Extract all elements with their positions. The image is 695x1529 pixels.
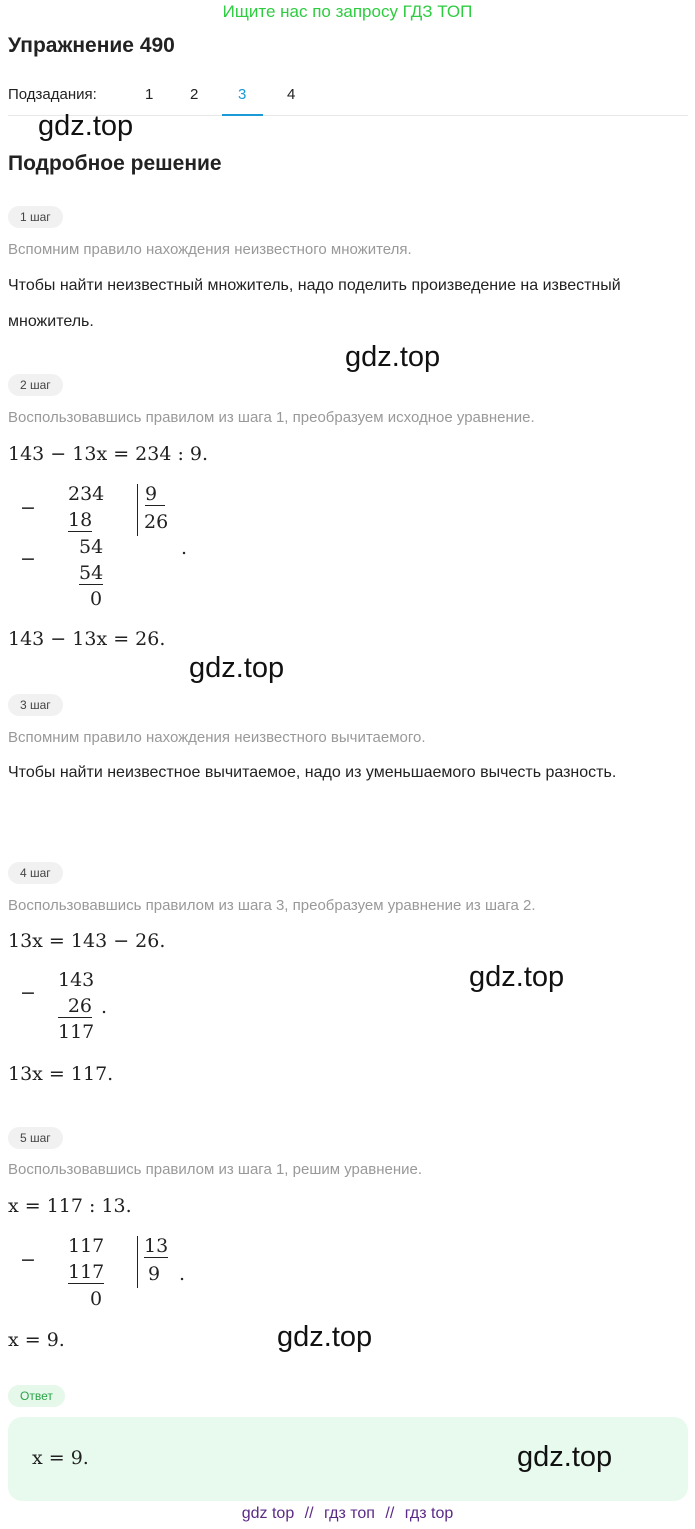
- step-text: Чтобы найти неизвестный множитель, надо поделить произведение на известный множитель.: [8, 277, 621, 330]
- step-hint: Вспомним правило нахождения неизвестного вычитаемого.: [8, 729, 426, 746]
- step-hint: Воспользовавшись правилом из шага 1, преобразуем исходное уравнение.: [8, 409, 535, 426]
- step-badge: 2 шаг: [8, 374, 63, 396]
- equation: x = 9.: [8, 1329, 65, 1351]
- step-badge: 1 шаг: [8, 206, 63, 228]
- subtrahend: 26: [58, 995, 92, 1018]
- tab-3[interactable]: 3: [238, 86, 247, 103]
- minus-sign: −: [20, 982, 36, 1004]
- minuend: 143: [58, 969, 95, 991]
- watermark: gdz.top: [277, 1321, 373, 1353]
- period: .: [101, 996, 108, 1018]
- minus-sign: −: [20, 497, 36, 519]
- difference: 117: [58, 1021, 95, 1043]
- division-bar: [137, 484, 138, 536]
- watermark: gdz.top: [38, 110, 134, 142]
- step-hint: Воспользовавшись правилом из шага 1, решим уравнение.: [8, 1161, 422, 1178]
- equation: 13x = 117.: [8, 1063, 114, 1085]
- equation: 143 − 13x = 26.: [8, 628, 166, 650]
- step-badge: 5 шаг: [8, 1127, 63, 1149]
- section-title: Подробное решение: [8, 152, 222, 175]
- step-text: Чтобы найти неизвестное вычитаемое, надо из уменьшаемого вычесть разность.: [8, 764, 617, 781]
- period: .: [181, 537, 188, 559]
- watermark: gdz.top: [345, 341, 441, 373]
- divisor: 13: [144, 1235, 169, 1257]
- tab-2[interactable]: 2: [190, 86, 199, 103]
- quotient: 9: [148, 1263, 161, 1285]
- tab-4[interactable]: 4: [287, 86, 296, 103]
- subtasks-label: Подзадания:: [8, 86, 97, 103]
- watermark: gdz.top: [469, 961, 565, 993]
- equation: x = 117 : 13.: [8, 1195, 132, 1217]
- minus-sign: −: [20, 548, 36, 570]
- dividend: 234: [68, 483, 105, 505]
- equation: 13x = 143 − 26.: [8, 930, 166, 952]
- column-subtraction: [0, 965, 200, 1045]
- footer-link[interactable]: gdz top: [241, 1505, 295, 1522]
- footer-links: [0, 1505, 695, 1523]
- footer-separator: //: [385, 1505, 395, 1522]
- footer-link[interactable]: гдз топ: [324, 1505, 375, 1522]
- step-hint: Воспользовавшись правилом из шага 3, преобразуем уравнение из шага 2.: [8, 897, 536, 914]
- answer-badge: Ответ: [8, 1385, 65, 1407]
- answer-value: x = 9.: [32, 1447, 89, 1469]
- active-tab-indicator: [222, 114, 263, 116]
- divisor: 9: [145, 483, 165, 506]
- equation: 143 − 13x = 234 : 9.: [8, 443, 209, 465]
- footer-link[interactable]: гдз top: [404, 1505, 454, 1522]
- period: .: [179, 1263, 186, 1285]
- division-bar: [137, 1236, 138, 1288]
- subtrahend: 117: [68, 1261, 105, 1283]
- tab-1[interactable]: 1: [145, 86, 154, 103]
- quotient: 26: [144, 511, 169, 533]
- minus-sign: −: [20, 1249, 36, 1271]
- step-hint: Вспомним правило нахождения неизвестного множителя.: [8, 241, 412, 258]
- promo-banner[interactable]: Ищите нас по запросу ГДЗ ТОП: [222, 2, 473, 21]
- remainder: 54: [79, 536, 104, 558]
- step-badge: 3 шаг: [8, 694, 63, 716]
- subtrahend: 18: [68, 509, 93, 531]
- step-badge: 4 шаг: [8, 862, 63, 884]
- footer-separator: //: [304, 1505, 314, 1522]
- dividend: 117: [68, 1235, 105, 1257]
- final-remainder: 0: [90, 588, 103, 610]
- subtrahend: 54: [79, 562, 104, 584]
- long-division: [0, 1232, 260, 1312]
- long-division: [0, 480, 260, 610]
- final-remainder: 0: [90, 1288, 103, 1310]
- watermark: gdz.top: [517, 1441, 613, 1473]
- page-title: Упражнение 490: [8, 34, 175, 57]
- watermark: gdz.top: [189, 652, 285, 684]
